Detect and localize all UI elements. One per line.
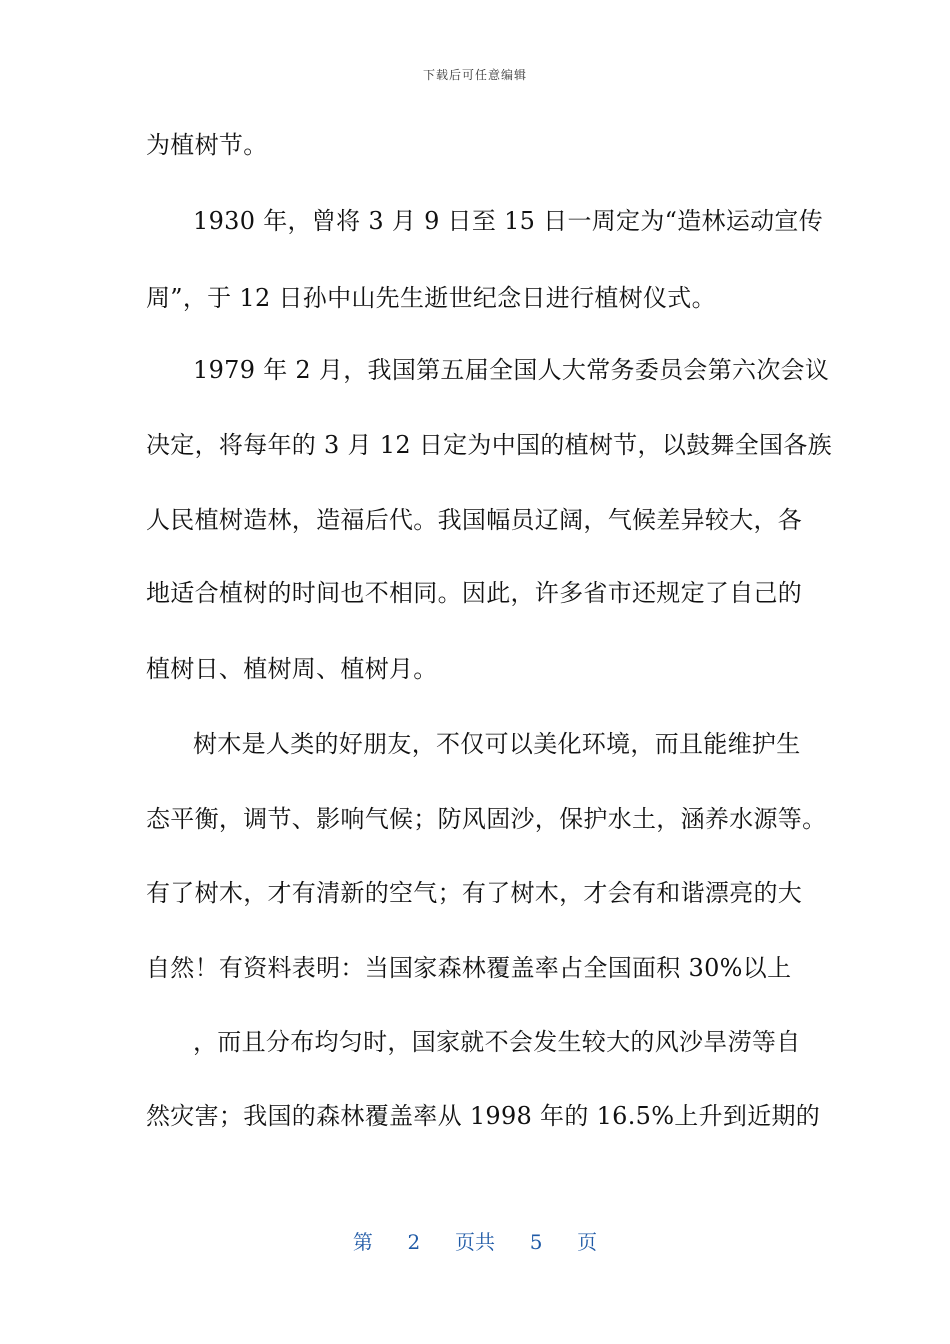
text-line: 植树日、植树周、植树月。 <box>146 655 438 683</box>
text-line: 树木是人类的好朋友，不仅可以美化环境，而且能维护生 <box>193 730 801 758</box>
text-line: 决定，将每年的 3 月 12 日定为中国的植树节，以鼓舞全国各族 <box>146 431 832 459</box>
text-line: 1930 年，曾将 3 月 9 日至 15 日一周定为“造林运动宣传 <box>193 207 824 235</box>
page-footer <box>0 1226 950 1255</box>
text-line: 人民植树造林，造福后代。我国幅员辽阔，气候差异较大，各 <box>146 506 803 534</box>
page-header-note: 下载后可任意编辑 <box>422 68 527 82</box>
text-line: 自然！有资料表明：当国家森林覆盖率占全国面积 30%以上 <box>146 954 792 982</box>
footer-prefix: 第 <box>352 1230 373 1254</box>
text-line: ，而且分布均匀时，国家就不会发生较大的风沙旱涝等自 <box>193 1028 801 1056</box>
footer-suffix: 页 <box>577 1230 598 1254</box>
text-line: 为植树节。 <box>146 131 268 159</box>
text-line: 然灾害；我国的森林覆盖率从 1998 年的 16.5%上升到近期的 <box>146 1102 821 1130</box>
footer-page-number: 2 <box>407 1230 421 1254</box>
text-line: 态平衡，调节、影响气候；防风固沙，保护水土，涵养水源等。 <box>146 805 827 833</box>
text-line: 地适合植树的时间也不相同。因此，许多省市还规定了自己的 <box>146 579 803 607</box>
text-line: 有了树木，才有清新的空气；有了树木，才会有和谐漂亮的大 <box>146 879 803 907</box>
text-line: 1979 年 2 月，我国第五届全国人大常务委员会第六次会议 <box>193 356 830 384</box>
text-line: 周”，于 12 日孙中山先生逝世纪念日进行植树仪式。 <box>146 284 716 312</box>
footer-total-pages: 5 <box>529 1230 543 1254</box>
footer-middle: 页共 <box>455 1230 495 1254</box>
